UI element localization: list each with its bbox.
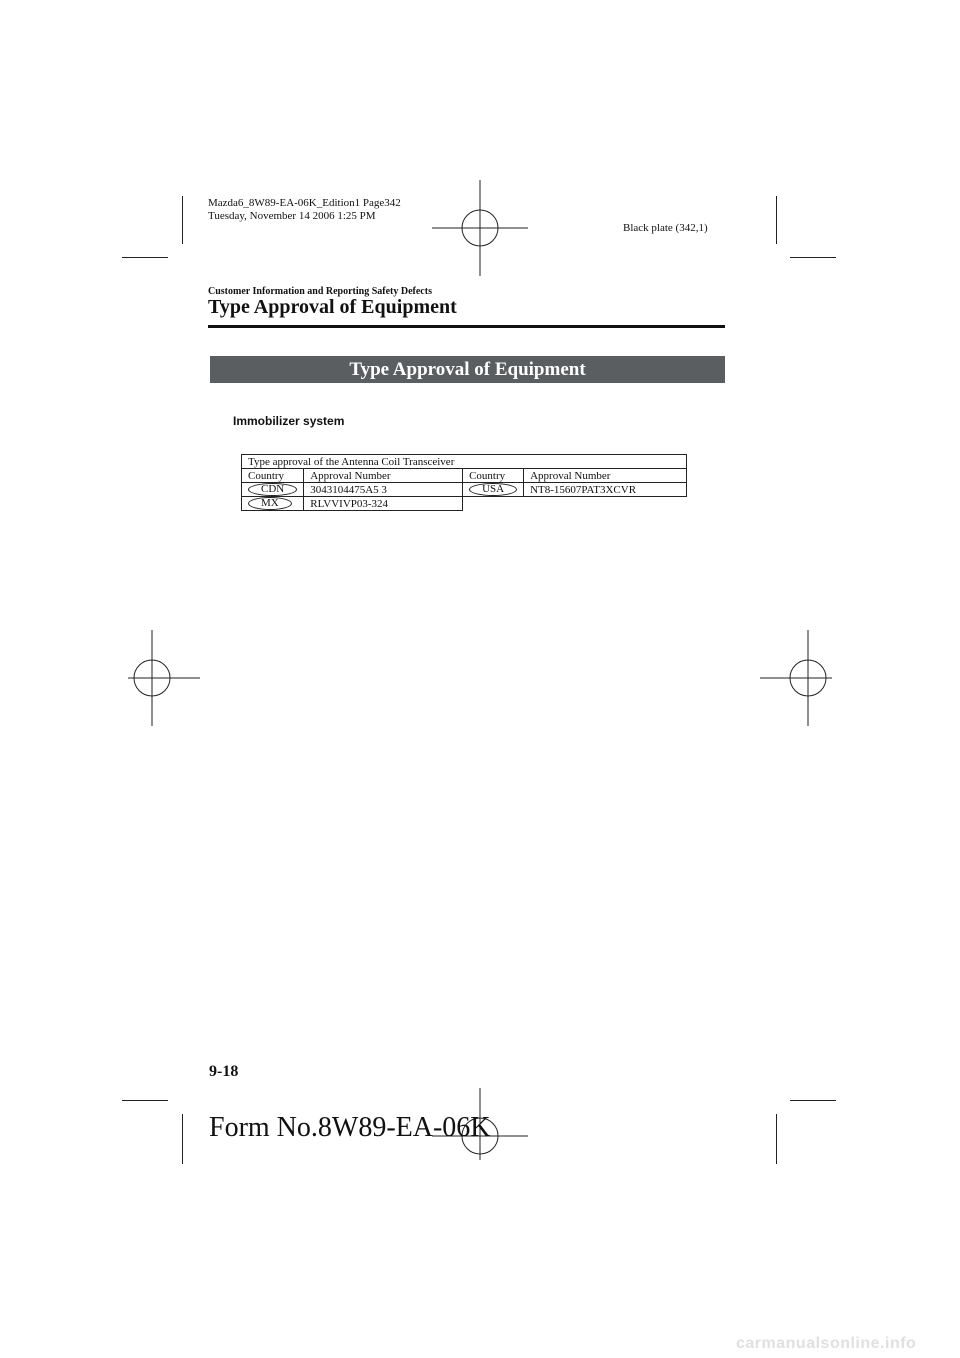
approval-table-grid [241,454,687,511]
form-number: Form No.8W89-EA-06K [209,1112,491,1143]
header-country-right: Country [463,469,524,483]
cell-country [242,497,304,511]
file-name: Mazda6_8W89-EA-06K_Edition1 Page342 [208,197,401,209]
file-date: Tuesday, November 14 2006 1:25 PM [208,210,376,222]
cell-approval-number-right: NT8-15607PAT3XCVR [524,483,687,497]
section-label: Customer Information and Reporting Safety Defects [208,286,432,297]
cell-country [242,483,304,497]
country-oval: CDN [248,483,297,496]
header-country: Country [242,469,304,483]
page-number: 9-18 [209,1063,239,1080]
registration-mark-top [432,180,528,276]
crop-mark [790,257,836,258]
crop-mark [122,1100,168,1101]
crop-mark [776,1114,777,1164]
header-approval-number: Approval Number [304,469,463,483]
registration-mark-left [104,630,200,726]
watermark: carmanualsonline.info [736,1335,917,1352]
crop-mark [122,257,168,258]
cell-approval-number: RLVVIVP03-324 [304,497,463,511]
approval-table [241,454,687,511]
plate-label: Black plate (342,1) [623,222,708,234]
crop-mark [182,1114,183,1164]
file-info [208,197,401,223]
cell-country-right [463,483,524,497]
registration-mark-right [760,630,856,726]
cell-approval-number: 3043104475A5 3 [304,483,463,497]
country-oval: MX [248,497,292,510]
table-caption: Type approval of the Antenna Coil Transceiver [242,455,687,469]
header-approval-number-right: Approval Number [524,469,687,483]
title-rule [208,325,725,328]
section-band: Type Approval of Equipment [210,356,725,383]
crop-mark [182,196,183,244]
subheading: Immobilizer system [233,414,345,428]
country-oval: USA [469,483,517,496]
crop-mark [790,1100,836,1101]
crop-mark [776,196,777,244]
page-title: Type Approval of Equipment [208,296,457,318]
